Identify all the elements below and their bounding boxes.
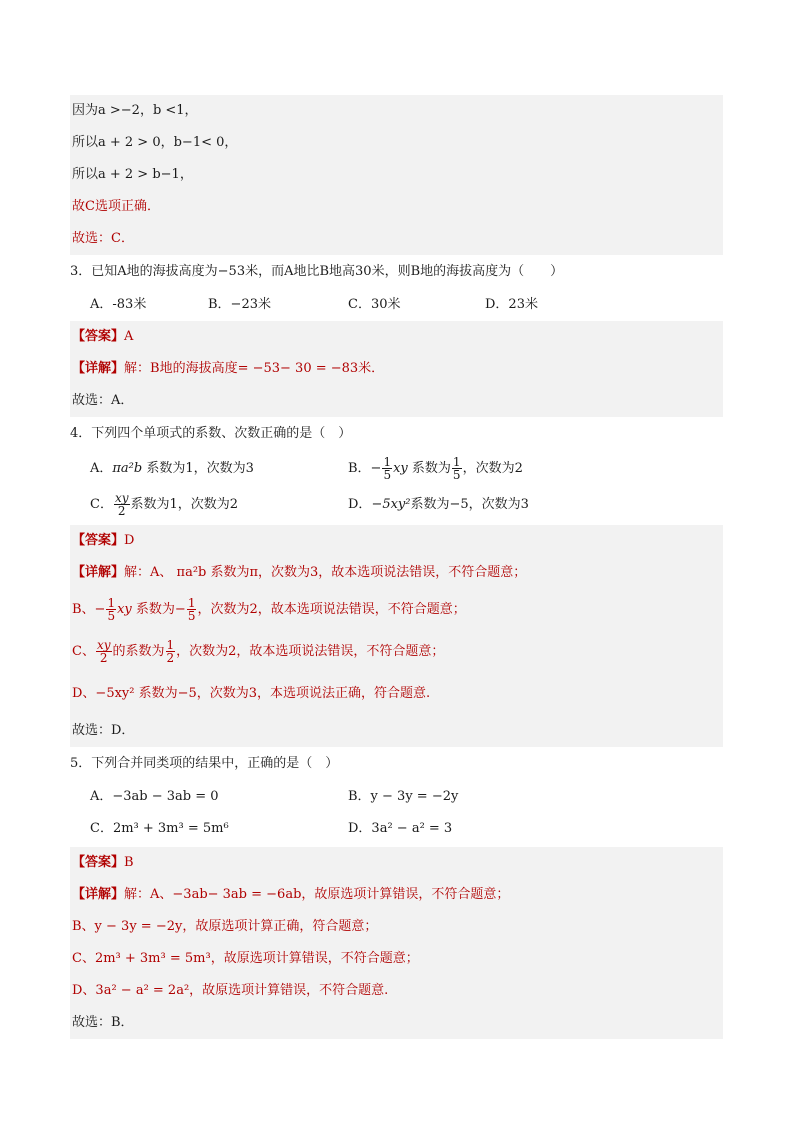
question-5-options-row2 — [70, 813, 723, 845]
detail-line-b: B、− $\frac{1}{5}$ xy 系数为− $\frac{1}{5}$ ，次数为2，故本选项说法错误，不符合题意； — [72, 596, 466, 623]
option-b: B．−23米 — [208, 297, 271, 312]
detail-line-d: D、−5xy² 系数为−5，次数为3，本选项说法正确，符合题意. — [72, 686, 431, 701]
previous-solution-block — [70, 95, 723, 255]
fraction: $\frac{1}{5}$ — [383, 455, 392, 482]
answer-value: D — [124, 533, 135, 548]
option-a: A．πa²b 系数为1，次数为3 — [90, 461, 254, 476]
option-a: A．-83米 — [90, 297, 147, 312]
option-b: B．− $\frac{1}{5}$ xy 系数为 $\frac{1}{5}$ ，次数为2 — [348, 455, 523, 482]
detail-line-c: C、 $\frac{xy}{2}$ 的系数为 $\frac{1}{2}$ ，次数为2，故本选项说法错误，不符合题意； — [72, 638, 445, 665]
option-a: A．−3ab − 3ab = 0 — [90, 789, 219, 804]
detail-line-a: 解：A、 πa²b 系数为π，次数为3，故本选项说法错误，不符合题意； — [124, 565, 527, 580]
final-choice: 故选：B． — [72, 1015, 134, 1030]
solution-line: 故C选项正确． — [72, 199, 160, 214]
final-choice: 故选：C． — [72, 231, 134, 246]
question-4-stem: 4．下列四个单项式的系数、次数正确的是（ ） — [70, 426, 352, 441]
option-d: D．23米 — [485, 297, 538, 312]
detail-text: 解：B地的海拔高度= −53− 30 = −83米． — [124, 361, 385, 376]
fraction: $\frac{xy}{2}$ — [114, 491, 129, 518]
answer-value: A — [124, 329, 134, 344]
final-choice: 故选：D． — [72, 723, 135, 738]
final-choice: 故选：A． — [72, 393, 134, 408]
question-4-options-row2 — [70, 487, 723, 523]
answer-value: B — [124, 855, 134, 870]
detail-line-a: 解：A、−3ab− 3ab = −6ab，故原选项计算错误，不符合题意； — [124, 887, 510, 902]
fraction: $\frac{1}{5}$ — [452, 455, 461, 482]
detail-line-b: B、y − 3y = −2y，故原选项计算正确，符合题意； — [72, 919, 378, 934]
detail-tag: 【详解】 — [72, 887, 125, 902]
question-3-solution — [70, 321, 723, 417]
fraction: $\frac{xy}{2}$ — [96, 638, 111, 665]
option-c: C． $\frac{xy}{2}$ 系数为1，次数为2 — [90, 491, 239, 518]
answer-tag: 【答案】 — [72, 533, 125, 548]
question-5-stem: 5．下列合并同类项的结果中，正确的是（ ） — [70, 756, 339, 771]
question-5-options-row1 — [70, 781, 723, 813]
option-d: D．−5xy²系数为−5，次数为3 — [348, 497, 529, 512]
fraction: $\frac{1}{5}$ — [107, 596, 116, 623]
solution-line: 所以a + 2 > b−1， — [72, 167, 193, 182]
solution-line: 所以a + 2 > 0，b−1< 0， — [72, 135, 238, 150]
detail-tag: 【详解】 — [72, 361, 125, 376]
answer-tag: 【答案】 — [72, 329, 125, 344]
question-4-solution — [70, 525, 723, 747]
question-4-options-row1 — [70, 451, 723, 487]
fraction: $\frac{1}{2}$ — [166, 638, 175, 665]
solution-line: 因为a >−2，b <1， — [72, 103, 198, 118]
fraction: $\frac{1}{5}$ — [187, 596, 196, 623]
document-page — [70, 95, 723, 1039]
detail-tag: 【详解】 — [72, 565, 125, 580]
option-c: C．30米 — [348, 297, 401, 312]
question-3-stem: 3．已知A地的海拔高度为−53米，而A地比B地高30米，则B地的海拔高度为（ ） — [70, 264, 564, 279]
question-3-options — [70, 289, 723, 321]
question-5-solution — [70, 847, 723, 1039]
option-c: C．2m³ + 3m³ = 5m⁶ — [90, 821, 229, 836]
answer-tag: 【答案】 — [72, 855, 125, 870]
option-b: B．y − 3y = −2y — [348, 789, 459, 804]
detail-line-c: C、2m³ + 3m³ = 5m³，故原选项计算错误，不符合题意； — [72, 951, 419, 966]
option-d: D．3a² − a² = 3 — [348, 821, 453, 836]
detail-line-d: D、3a² − a² = 2a²，故原选项计算错误，不符合题意. — [72, 983, 389, 998]
